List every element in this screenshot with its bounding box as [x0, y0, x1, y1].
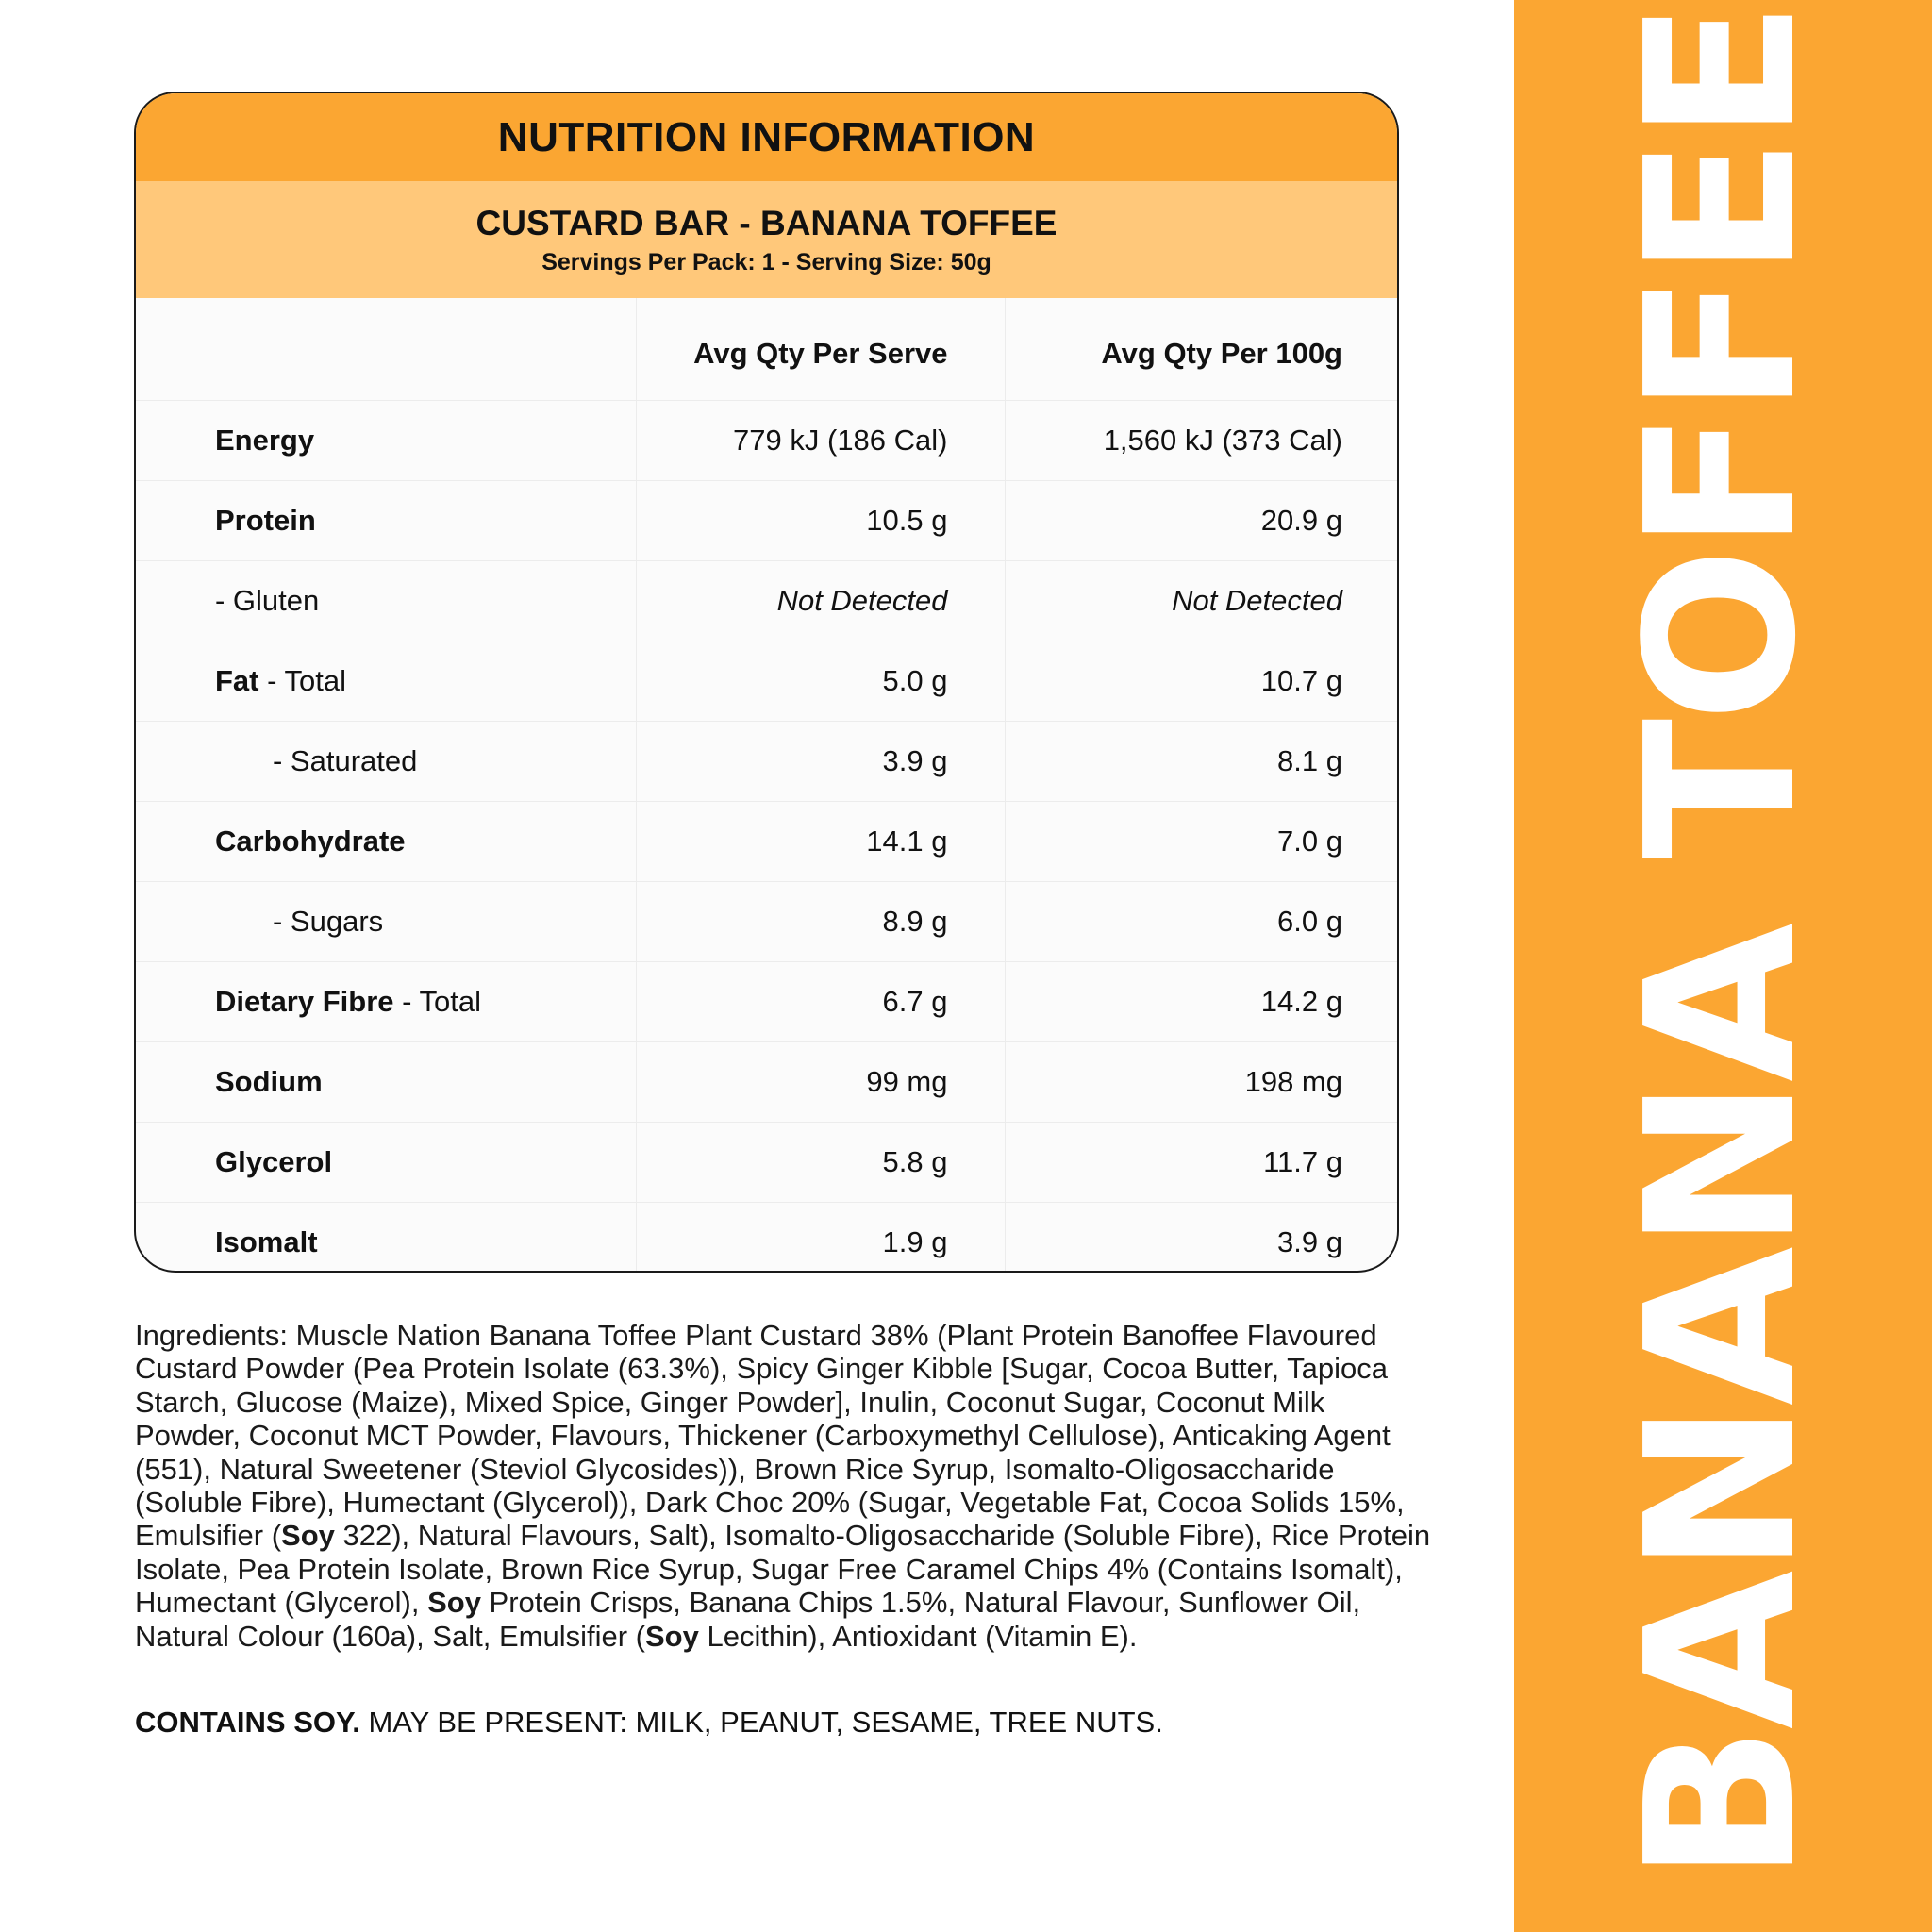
per-100g-value: 10.7 g	[1005, 641, 1399, 722]
nutrient-label	[136, 1123, 636, 1203]
table-row	[136, 962, 1399, 1042]
nutrient-name: Sodium	[215, 1065, 323, 1098]
per-serve-value: 6.7 g	[636, 962, 1005, 1042]
per-100g-value: 6.0 g	[1005, 882, 1399, 962]
product-name: CUSTARD BAR - BANANA TOFFEE	[475, 203, 1058, 242]
product-header	[136, 181, 1397, 298]
nutrient-name: - Saturated	[273, 744, 418, 777]
may-contain-statement: MAY BE PRESENT: MILK, PEANUT, SESAME, TREE NUTS.	[359, 1706, 1163, 1739]
nutrient-name: - Gluten	[215, 584, 320, 617]
nutrient-qualifier: - Total	[258, 664, 346, 697]
nutrient-label	[136, 802, 636, 882]
per-serve-value: 3.9 g	[636, 722, 1005, 802]
flavour-title: BANANA TOFFEE	[1603, 4, 1841, 1883]
column-header-per-serve: Avg Qty Per Serve	[636, 298, 1005, 401]
table-row	[136, 1203, 1399, 1274]
per-serve-value: 1.9 g	[636, 1203, 1005, 1274]
per-100g-value: 7.0 g	[1005, 802, 1399, 882]
per-100g-value: 14.2 g	[1005, 962, 1399, 1042]
column-header-nutrient	[136, 298, 636, 401]
nutrient-name: Fat	[215, 664, 259, 697]
ingredients-text	[135, 1319, 1437, 1653]
allergen-statement	[135, 1706, 1437, 1740]
per-serve-value: 779 kJ (186 Cal)	[636, 401, 1005, 481]
nutrient-name: Protein	[215, 504, 316, 537]
per-100g-value: 11.7 g	[1005, 1123, 1399, 1203]
serving-info: Servings Per Pack: 1 - Serving Size: 50g	[541, 248, 991, 275]
nutrient-name: - Sugars	[273, 905, 384, 938]
per-serve-value: 8.9 g	[636, 882, 1005, 962]
table-row	[136, 722, 1399, 802]
nutrient-label	[136, 1042, 636, 1123]
nutrition-panel	[134, 92, 1399, 1273]
nutrient-name: Carbohydrate	[215, 824, 406, 858]
per-serve-value: 10.5 g	[636, 481, 1005, 561]
nutrient-name: Glycerol	[215, 1145, 333, 1178]
nutrient-label	[136, 962, 636, 1042]
per-serve-value: 5.8 g	[636, 1123, 1005, 1203]
nutrient-label	[136, 1203, 636, 1274]
table-header-row	[136, 298, 1399, 401]
per-100g-value: 8.1 g	[1005, 722, 1399, 802]
per-serve-value: 99 mg	[636, 1042, 1005, 1123]
nutrient-label	[136, 882, 636, 962]
table-row	[136, 641, 1399, 722]
table-row	[136, 1042, 1399, 1123]
nutrition-table	[136, 298, 1399, 1273]
per-100g-value: Not Detected	[1005, 561, 1399, 641]
nutrient-label	[136, 481, 636, 561]
contains-statement: CONTAINS SOY.	[135, 1706, 360, 1739]
ingredients-part: Protein Crisps, Banana Chips 1.5%, Natural Flavour, Sunflower Oil, Natural Colour (160a), Salt, Emulsifier (	[135, 1586, 1361, 1653]
per-100g-value: 1,560 kJ (373 Cal)	[1005, 401, 1399, 481]
nutrient-label	[136, 401, 636, 481]
per-100g-value: 3.9 g	[1005, 1203, 1399, 1274]
table-row	[136, 481, 1399, 561]
ingredients-part: Lecithin), Antioxidant (Vitamin E).	[698, 1619, 1138, 1653]
per-serve-value: Not Detected	[636, 561, 1005, 641]
panel-heading: NUTRITION INFORMATION	[136, 93, 1397, 181]
table-row	[136, 1123, 1399, 1203]
table-row	[136, 802, 1399, 882]
nutrient-name: Dietary Fibre	[215, 985, 394, 1018]
per-100g-value: 198 mg	[1005, 1042, 1399, 1123]
nutrient-label	[136, 561, 636, 641]
ingredients-part: Ingredients: Muscle Nation Banana Toffee Plant Custard 38% (Plant Protein Banoffee Flavoured Custard Powder (Pea Protein Isolate (63.3%), Spicy Ginger Kibble [Sugar, Cocoa Butter, Tapioca Starch, Glucose (Maize), Mixed Spice, Ginger Powder], Inulin, Coconut Sugar, Coconut Milk Powder, Coconut MCT Powder, Flavours, Thickener (Carboxymethyl Cellulose), Anticaking Agent (551), Natural Sweetener (Steviol Glycosides)), Brown Rice Syrup, Isomalto-Oligosaccharide (Soluble Fibre), Humectant (Glycerol)), Dark Choc 20% (Sugar, Vegetable Fat, Cocoa Solids 15%, Emulsifier (	[135, 1319, 1405, 1553]
per-100g-value: 20.9 g	[1005, 481, 1399, 561]
table-row	[136, 882, 1399, 962]
table-row	[136, 401, 1399, 481]
per-serve-value: 5.0 g	[636, 641, 1005, 722]
per-serve-value: 14.1 g	[636, 802, 1005, 882]
nutrient-name: Energy	[215, 424, 315, 457]
table-row	[136, 561, 1399, 641]
nutrient-label	[136, 722, 636, 802]
nutrient-name: Isomalt	[215, 1225, 318, 1258]
column-header-per-100g: Avg Qty Per 100g	[1005, 298, 1399, 401]
allergen-highlight: Soy	[427, 1586, 481, 1620]
allergen-highlight: Soy	[281, 1519, 335, 1553]
allergen-highlight: Soy	[644, 1619, 699, 1653]
nutrient-qualifier: - Total	[393, 985, 481, 1018]
ingredients-part: 322), Natural Flavours, Salt), Isomalto-Oligosaccharide (Soluble Fibre), Rice Protein Isolate, Pea Protein Isolate, Brown Rice Syrup, Sugar Free Caramel Chips 4% (Contains Isomalt), Humectant (Glycerol),	[135, 1519, 1431, 1620]
nutrient-label	[136, 641, 636, 722]
